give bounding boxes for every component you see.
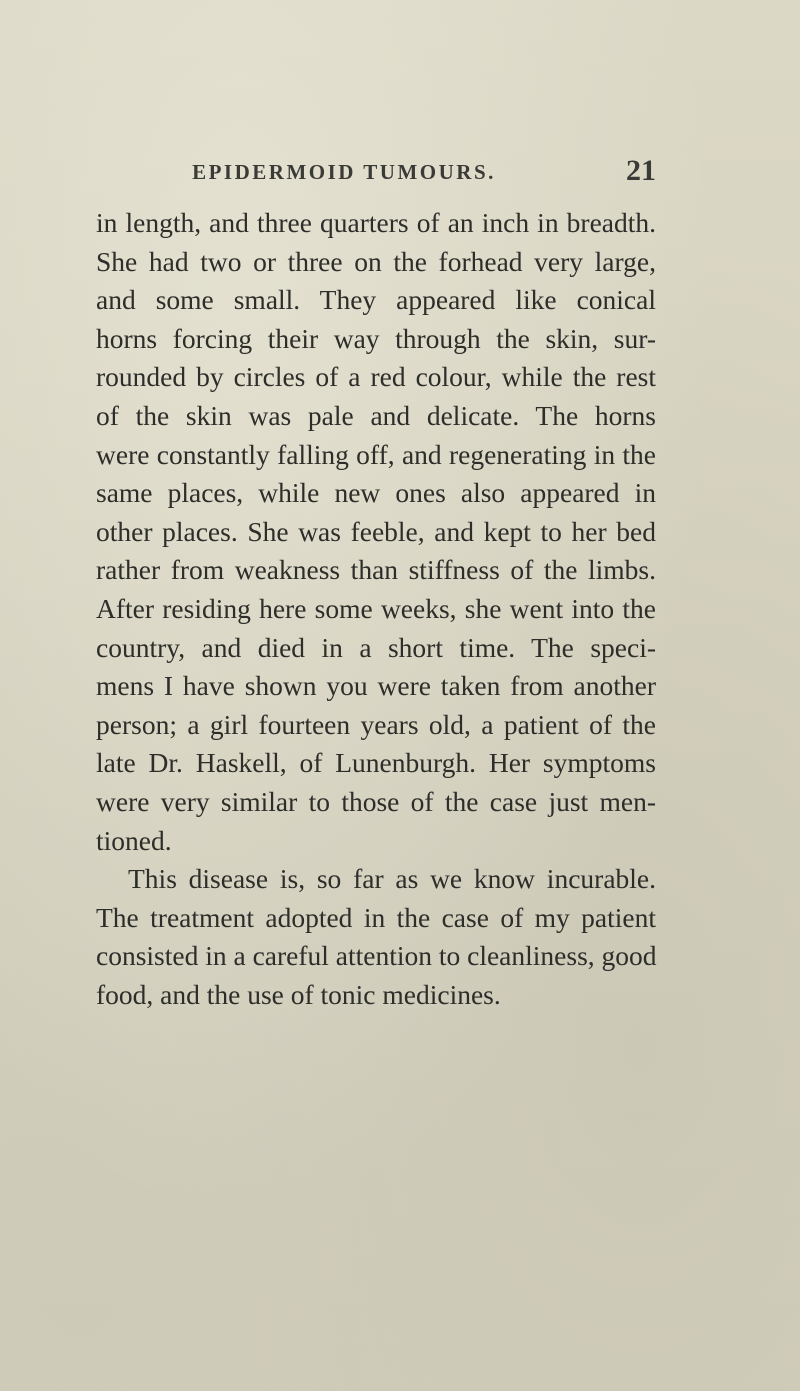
- text-line: horns forcing their way through the skin, sur-: [96, 322, 656, 354]
- text-line: same places, while new ones also appeared in: [96, 477, 656, 509]
- text-line: consisted in a careful attention to cleanliness, good: [96, 940, 657, 972]
- text-line: food, and the use of tonic medicines.: [96, 978, 501, 1010]
- text-line: and some small. They appeared like conical: [96, 284, 656, 316]
- page-number: 21: [626, 154, 656, 187]
- text-line: tioned.: [96, 824, 172, 856]
- text-line: in length, and three quarters of an inch in breadth.: [96, 207, 656, 238]
- text-line: rounded by circles of a red colour, while the rest: [96, 361, 656, 393]
- paragraph-2: [96, 860, 656, 1014]
- text-line: The treatment adopted in the case of my patient: [96, 901, 656, 933]
- text-line: mens I have shown you were taken from another: [96, 670, 656, 702]
- text-line: were constantly falling off, and regenerating in the: [96, 438, 656, 470]
- text-line: She had two or three on the forhead very large,: [96, 245, 656, 277]
- text-line: were very similar to those of the case just men-: [96, 785, 656, 817]
- page-header: [96, 154, 656, 196]
- text-line: person; a girl fourteen years old, a patient of the: [96, 708, 656, 740]
- running-title: EPIDERMOID TUMOURS.: [192, 160, 496, 184]
- text-line: other places. She was feeble, and kept to her bed: [96, 515, 656, 547]
- text-line: After residing here some weeks, she went into the: [96, 592, 656, 624]
- body-text: [96, 204, 656, 1014]
- text-line: late Dr. Haskell, of Lunenburgh. Her symptoms: [96, 747, 656, 779]
- paragraph-1: [96, 204, 656, 860]
- text-line: of the skin was pale and delicate. The horns: [96, 399, 656, 431]
- text-line: rather from weakness than stiffness of the limbs.: [96, 554, 656, 586]
- text-line: country, and died in a short time. The speci-: [96, 631, 656, 663]
- text-line: This disease is, so far as we know incurable.: [128, 863, 656, 895]
